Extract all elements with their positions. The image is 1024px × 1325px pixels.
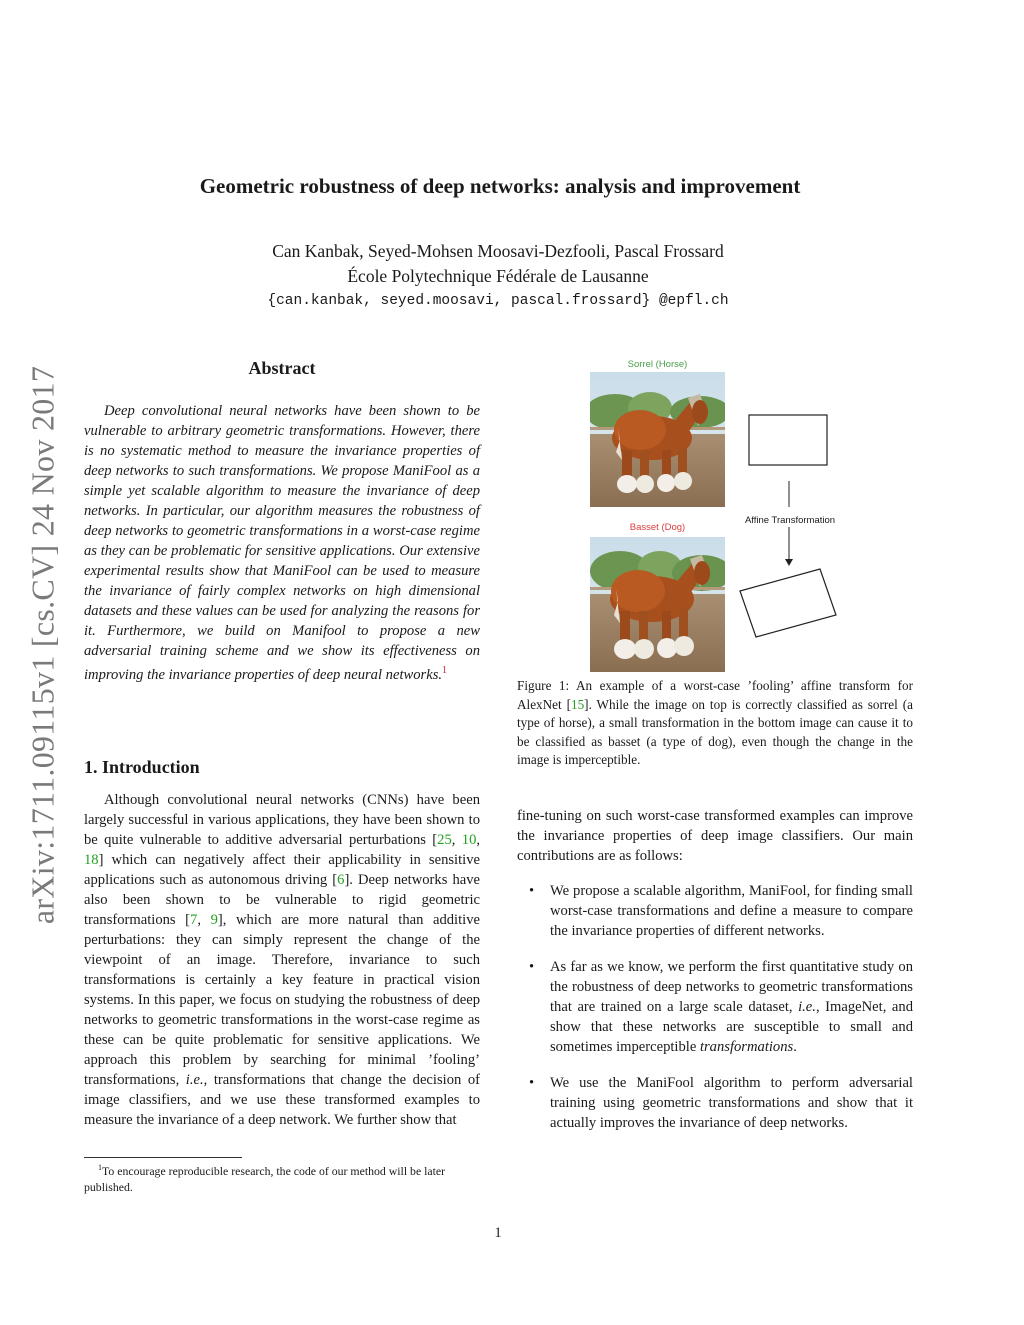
contribution-list bbox=[517, 881, 913, 1149]
intro-text: ] which can negatively affect their applicability in sensitive applications such as autonomous driving [ bbox=[84, 852, 480, 888]
footnote-number: 1 bbox=[98, 1163, 102, 1172]
author-list: Can Kanbak, Seyed-Mohsen Moosavi-Dezfooli, Pascal Frossard bbox=[272, 241, 724, 261]
citation-link[interactable]: 7 bbox=[190, 912, 198, 928]
figure-label-top: Sorrel (Horse) bbox=[627, 359, 688, 370]
contribution-text: We use the ManiFool algorithm to perform adversarial training using geometric transformations and show that it actually improves the invariance of deep networks. bbox=[550, 1075, 913, 1131]
figure-label-transform: Affine Transformation bbox=[744, 515, 836, 526]
intro-text: Although convolutional neural networks (CNNs) have been largely successful in various applications, they have been shown to be quite vulnerable to additive adversarial perturbations [ bbox=[84, 792, 480, 848]
caption-text: ]. While the image on top is correctly classified as sorrel (a type of horse), a small transformation in the bottom image can cause it to be classified as basset (a type of dog), even though the change in the image is imperceptible. bbox=[517, 696, 913, 767]
abstract-heading: Abstract bbox=[248, 358, 316, 378]
introduction-paragraph-1 bbox=[84, 790, 480, 1130]
intro-text: i.e. bbox=[185, 1072, 204, 1088]
horse-image-transformed bbox=[590, 537, 725, 672]
citation-link[interactable]: 25 bbox=[437, 832, 452, 848]
citation-link[interactable]: 6 bbox=[337, 872, 345, 888]
footnote-marker[interactable]: 1 bbox=[442, 665, 448, 676]
intro-text: , bbox=[476, 832, 481, 848]
abstract-text: Deep convolutional neural networks have been shown to be vulnerable to arbitrary geometric transformations. However, there is no systematic method to measure the invariance properties of deep networks to such transformations. We propose ManiFool as a simple yet scalable algorithm to measure the invariance of deep networks. In particular, our algorithm measures the robustness of deep networks to geometric transformations in a worst-case regime as they can be problematic for sensitive applications. Our extensive experimental results show that ManiFool can be used to measure the invariance of fairly complex networks on high dimensional datasets and these values can be used for analyzing the reasons for it. Furthermore, we build on Manifool to propose a new adversarial training scheme and we show its effectiveness on improving the invariance properties of deep neural networks. bbox=[84, 403, 480, 683]
original-frame bbox=[749, 415, 827, 465]
transformation-diagram bbox=[730, 405, 860, 645]
figure-caption bbox=[517, 677, 913, 770]
footnote-divider bbox=[84, 1157, 242, 1158]
contribution-text: . bbox=[793, 1039, 797, 1055]
citation-link[interactable]: 15 bbox=[570, 696, 585, 712]
horse-image-original bbox=[590, 372, 725, 507]
citation-link[interactable]: 10 bbox=[461, 832, 477, 848]
author-emails: {can.kanbak, seyed.moosavi, pascal.frossard} @epfl.ch bbox=[267, 293, 729, 309]
paper-title: Geometric robustness of deep networks: analysis and improvement bbox=[199, 174, 801, 198]
intro-text: ], which are more natural than additive perturbations: they can simply represent the change of the viewpoint of an image. Therefore, invariance to such transformations is certainly a key feature in practical vision systems. In this paper, we focus on studying the robustness of deep networks to geometric transformations in the worst-case regime as these can be quite problematic for sensitive applications. We approach this problem by searching for minimal ’fooling’ transformations, bbox=[84, 912, 480, 1088]
contribution-text: , ImageNet, and show that these networks are susceptible to small and sometimes imperceptible bbox=[550, 999, 913, 1055]
contribution-text: transformations bbox=[699, 1039, 794, 1055]
contribution-text: We propose a scalable algorithm, ManiFool, for finding small worst-case transformations and define a measure to compare the invariance properties of different networks. bbox=[550, 883, 913, 939]
introduction-heading: 1. Introduction bbox=[84, 757, 200, 777]
transformed-frame bbox=[740, 569, 836, 637]
contribution-item bbox=[517, 1073, 913, 1133]
intro-text: ]. Deep networks have also been shown to be vulnerable to rigid geometric transformations [ bbox=[84, 872, 480, 928]
arxiv-identifier: arXiv:1711.09115v1 [cs.CV] 24 Nov 2017 bbox=[24, 365, 61, 925]
bullet-icon: • bbox=[529, 1075, 535, 1091]
contribution-text: As far as we know, we perform the first quantitative study on the robustness of deep networks to geometric transformations that are trained on a large scale dataset, bbox=[550, 959, 913, 1015]
citation-link[interactable]: 9 bbox=[210, 912, 218, 928]
figure-label-bottom: Basset (Dog) bbox=[629, 522, 686, 533]
bullet-icon: • bbox=[529, 959, 535, 975]
introduction-paragraph-2 bbox=[517, 806, 913, 866]
footnote-text: To encourage reproducible research, the code of our method will be later published. bbox=[84, 1163, 446, 1194]
intro-text: , bbox=[451, 832, 462, 848]
contribution-item bbox=[517, 957, 913, 1057]
contribution-item bbox=[517, 881, 913, 941]
bullet-icon: • bbox=[529, 883, 535, 899]
citation-link[interactable]: 18 bbox=[84, 852, 99, 868]
intro-text: , transformations that change the decision of image classifiers, and we use these transformed examples to measure the invariance of a deep network. We further show that bbox=[84, 1072, 480, 1128]
intro-text: fine-tuning on such worst-case transformed examples can improve the invariance properties of deep image classifiers. Our main contributions are as follows: bbox=[517, 808, 913, 864]
caption-text: Figure 1: An example of a worst-case ’fooling’ affine transform for AlexNet [ bbox=[517, 678, 913, 712]
affiliation: École Polytechnique Fédérale de Lausanne bbox=[347, 266, 649, 286]
arrow-head bbox=[785, 559, 793, 566]
intro-text: , bbox=[197, 912, 211, 928]
footnote bbox=[84, 1160, 480, 1195]
abstract-body bbox=[84, 401, 480, 685]
contribution-text: i.e. bbox=[798, 999, 816, 1015]
page-number: 1 bbox=[494, 1225, 502, 1241]
